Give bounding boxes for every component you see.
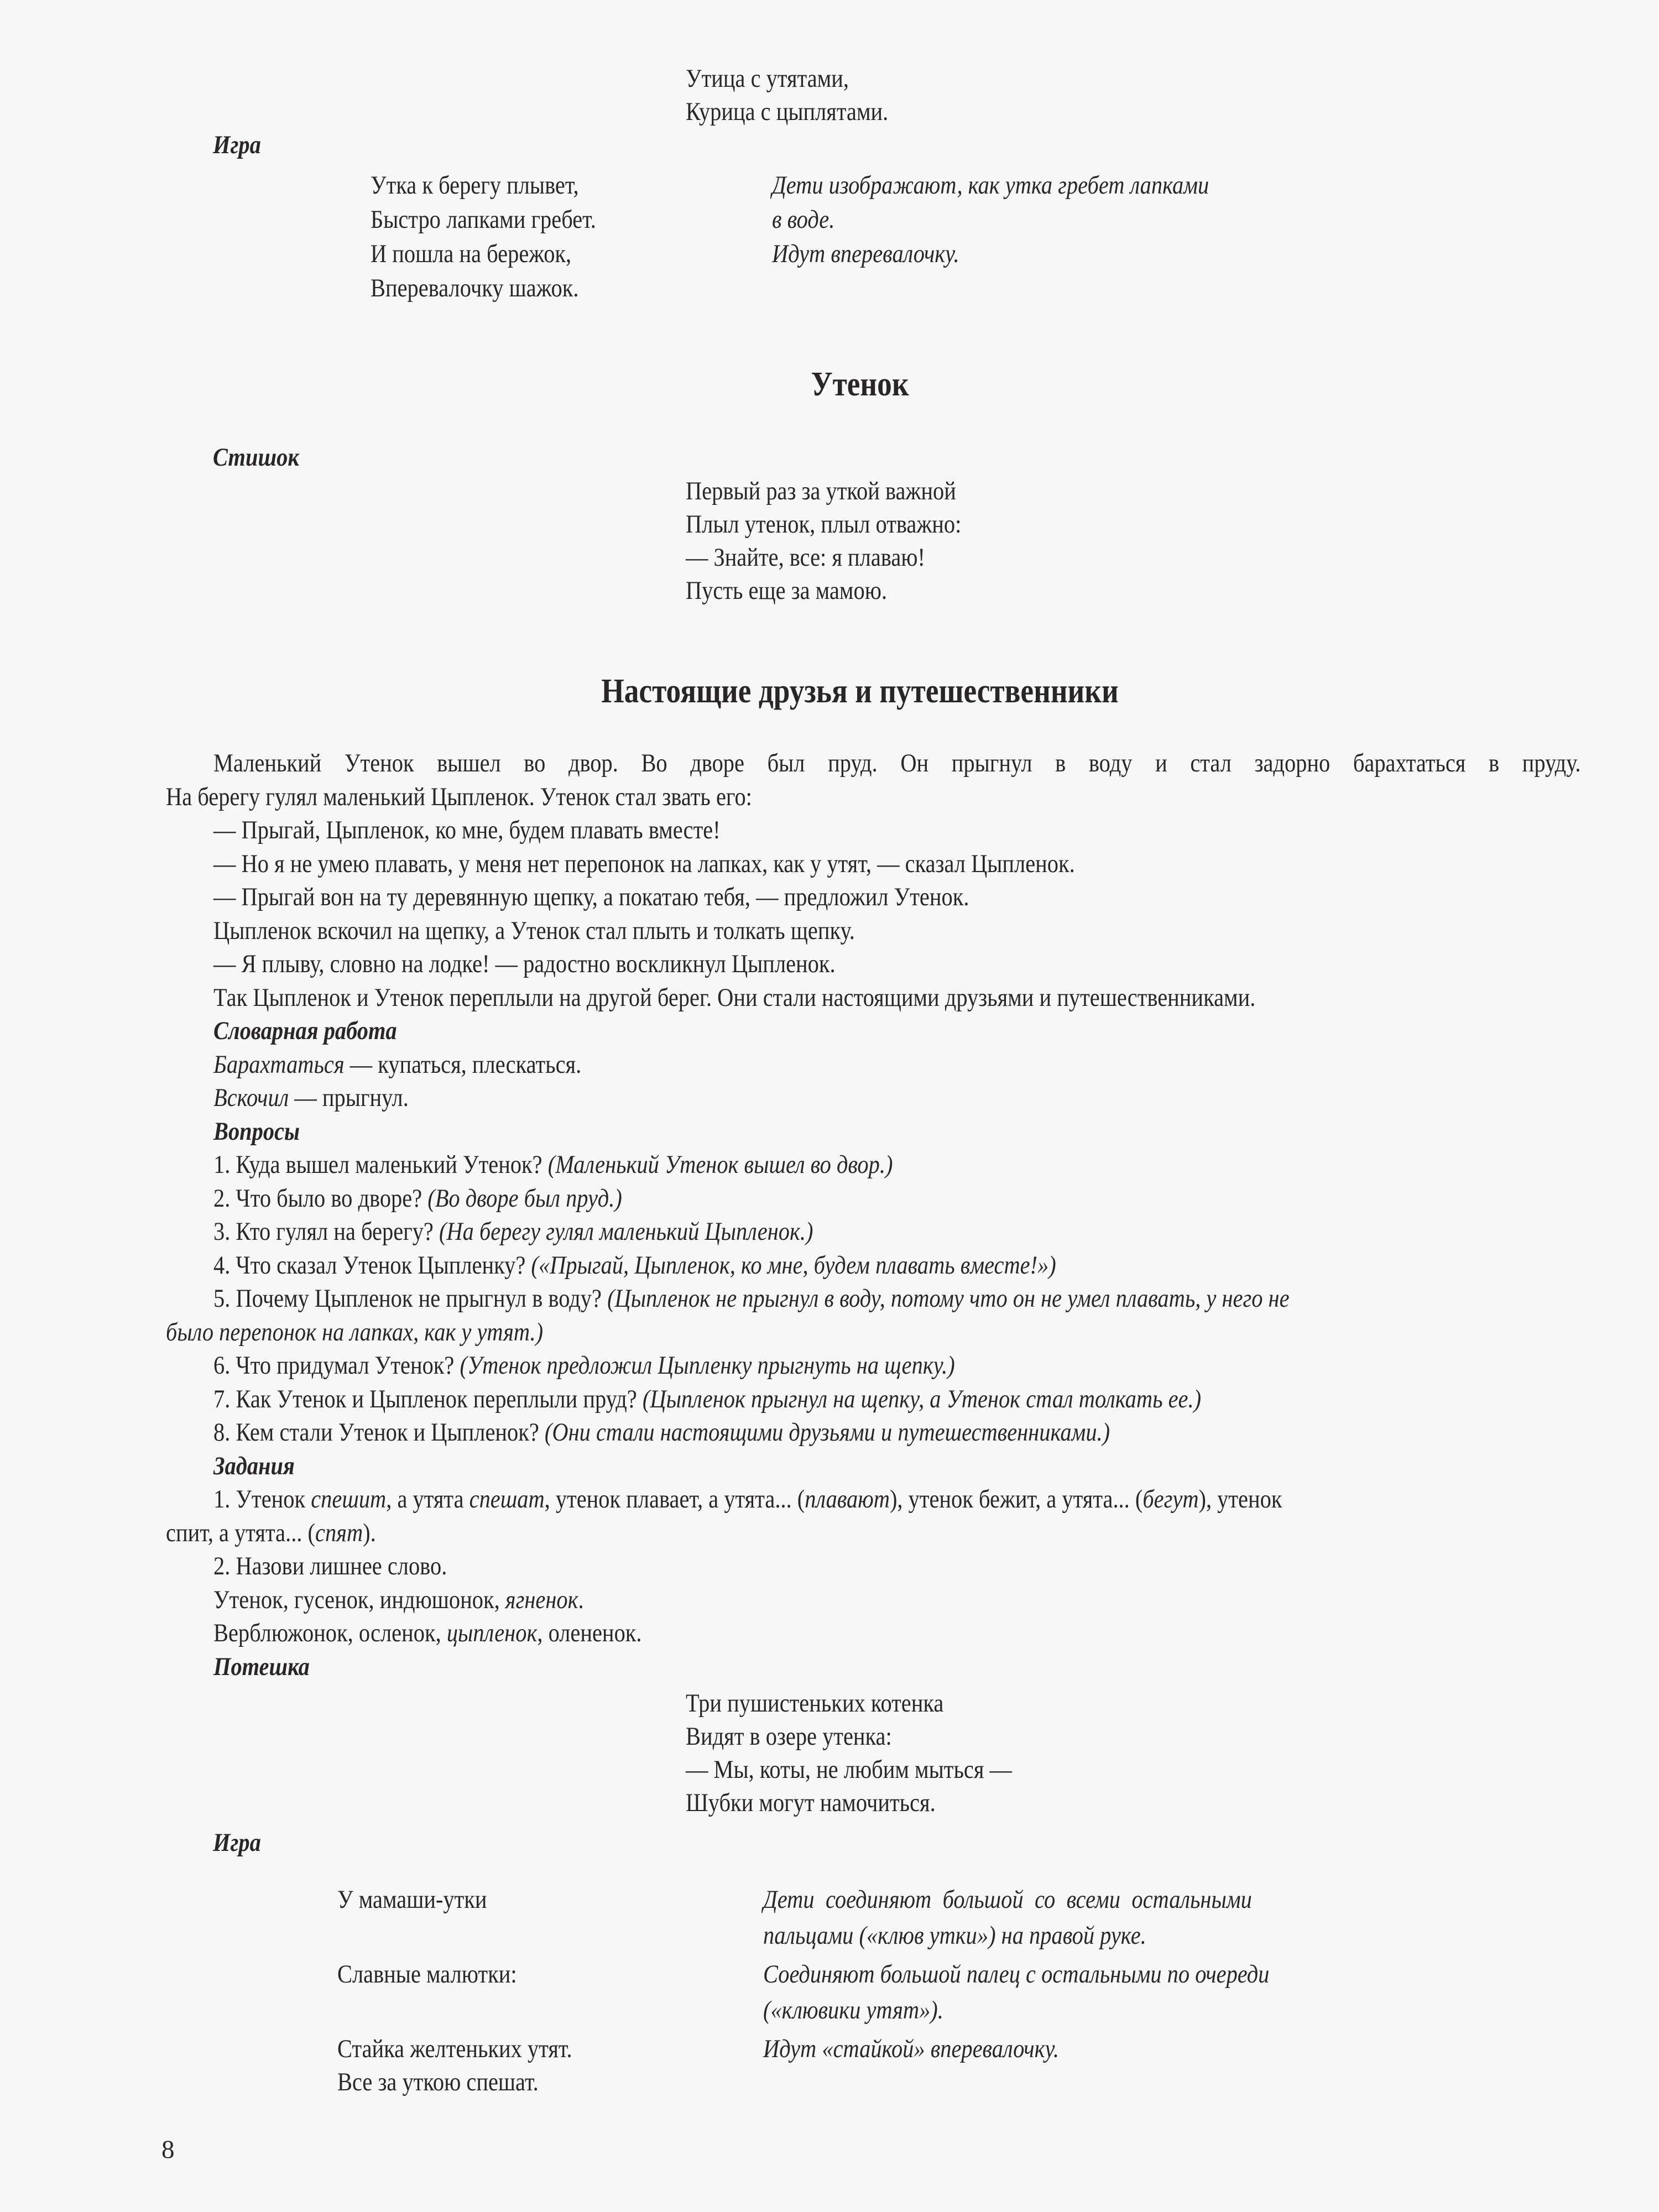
task-word: плавают [805,1485,890,1514]
question-text: 4. Что сказал Утенок Цыпленку? [213,1250,531,1280]
task-text: Верблюжонок, осленок, [213,1619,447,1647]
answer-text: (Цыпленок не прыгнул в воду, потому что он не умел плавать, у него не [607,1284,1290,1313]
task-text: спит, а утята... ( [166,1518,315,1547]
game-action: Соединяют большой палец с остальными по очереди [763,1960,1270,1989]
answer-text: (На берегу гулял маленький Цыпленок.) [439,1217,813,1246]
vocab-item [166,1081,1384,1115]
poem-line: Плыл утенок, плыл отважно: [686,510,962,539]
task-item-continuation [166,1516,1384,1550]
task-text: , утенок плавает, а утята... ( [544,1485,805,1514]
vocab-term: Барахтаться [213,1050,345,1079]
odd-word: цыпленок [446,1619,538,1647]
story-line: На берегу гулял маленький Цыпленок. Утенок стал звать его: [166,782,752,811]
question-text: 6. Что придумал Утенок? [213,1351,460,1380]
poem-line: Первый раз за уткой важной [686,477,956,505]
task-text: , а утята [386,1485,469,1514]
answer-text: (Утенок предложил Цыпленку прыгнуть на щепку.) [460,1351,955,1380]
section-label-game: Игра [213,131,261,159]
odd-word: ягненок [505,1585,578,1614]
answer-text: (Маленький Утенок вышел во двор.) [547,1150,893,1179]
game-line: У мамаши-утки [337,1885,487,1914]
game-line: Вперевалочку шажок. [371,274,579,302]
game-action: («клювики утят»). [763,1996,943,2025]
question-text: 2. Что было во дворе? [213,1183,428,1213]
answer-text: (Они стали настоящими друзьями и путешественниками.) [544,1418,1110,1447]
section-label-poem: Стишок [213,443,299,472]
question-item [166,1416,1384,1449]
section-label-game: Игра [213,1828,261,1857]
page-number: 8 [161,2135,175,2164]
answer-text: (Во дворе был пруд.) [427,1183,622,1213]
vocab-item [166,1048,1384,1082]
answer-continuation: было перепонок на лапках, как у утят.) [166,1317,544,1347]
section-label-questions: Вопросы [213,1117,300,1146]
question-text: 1. Куда вышел маленький Утенок? [213,1150,548,1179]
answer-text: («Прыгай, Цыпленок, ко мне, будем плавать вместе!») [531,1250,1056,1280]
question-item [166,1215,1384,1249]
game-action: Идут вперевалочку. [772,239,959,268]
section-label-rhyme: Потешка [213,1652,310,1681]
task-item: 2. Назови лишнее слово. [213,1552,447,1580]
answer-text: (Цыпленок прыгнул на щепку, а Утенок стал толкать ее.) [642,1384,1202,1413]
task-word: бегут [1142,1485,1199,1514]
task-word: спешит [311,1485,387,1514]
poem-line: — Знайте, все: я плаваю! [686,543,925,572]
story-line: — Прыгай, Цыпленок, ко мне, будем плавать вместе! [213,816,721,844]
vocab-def: — купаться, плескаться. [344,1050,582,1079]
story-line: — Я плыву, словно на лодке! — радостно воскликнул Цыпленок. [213,950,836,978]
task-text: ). [363,1518,376,1547]
game-action: в воде. [772,205,835,234]
question-item [166,1182,1384,1215]
vocab-def: — прыгнул. [289,1083,409,1112]
verse-line: Курица с цыплятами. [686,97,889,126]
vocab-term: Вскочил [213,1083,289,1112]
rhyme-line: Видят в озере утенка: [686,1722,892,1751]
section-title: Утенок [811,366,909,403]
question-item [166,1383,1384,1416]
task-text: . [578,1585,584,1614]
question-text: 3. Кто гулял на берегу? [213,1217,439,1246]
story-body [166,747,1582,1683]
question-item [166,1349,1384,1383]
question-text: 8. Кем стали Утенок и Цыпленок? [213,1418,545,1447]
task-text: ), утенок бежит, а утята... ( [889,1485,1143,1514]
rhyme-line: — Мы, коты, не любим мыться — [686,1755,1012,1784]
question-item [166,1148,1384,1182]
task-item [166,1483,1384,1516]
story-line: — Но я не умею плавать, у меня нет перепонок на лапках, как у утят, — сказал Цыпленок. [213,849,1075,878]
task-text: , олененок. [537,1619,642,1647]
game-action: Дети изображают, как утка гребет лапками [772,171,1209,200]
game-line: Стайка желтеньких утят. [337,2034,572,2063]
section-label-tasks: Задания [213,1451,295,1480]
game-action: Дети соединяют большой со всеми остальными [763,1885,1252,1914]
game-line: Все за уткою спешат. [337,2068,539,2096]
task-text: Утенок, гусенок, индюшонок, [213,1585,505,1614]
verse-line: Утица с утятами, [686,64,849,93]
story-line: — Прыгай вон на ту деревянную щепку, а покатаю тебя, — предложил Утенок. [213,883,969,911]
question-text: 5. Почему Цыпленок не прыгнул в воду? [213,1284,608,1313]
task-word: спят [315,1518,363,1547]
story-line: Цыпленок вскочил на щепку, а Утенок стал плыть и толкать щепку. [213,916,855,945]
game-action: Идут «стайкой» вперевалочку. [763,2034,1060,2063]
word-list [166,1583,1384,1617]
game-line: Утка к берегу плывет, [371,171,579,200]
game-line: И пошла на бережок, [371,239,572,268]
story-line: Так Цыпленок и Утенок переплыли на другой берег. Они стали настоящими друзьями и путешественниками. [213,983,1256,1012]
game-action: пальцами («клюв утки») на правой руке. [763,1921,1146,1950]
task-word: спешат [469,1485,545,1514]
game-line: Славные малютки: [337,1960,517,1989]
poem-line: Пусть еще за мамою. [686,576,888,605]
game-line: Быстро лапками гребет. [371,205,596,234]
question-item [166,1282,1384,1316]
question-item [166,1249,1384,1282]
task-text: ), утенок [1198,1485,1282,1514]
rhyme-line: Три пушистеньких котенка [686,1689,944,1718]
word-list [166,1616,1384,1650]
story-line: Маленький Утенок вышел во двор. Во дворе был пруд. Он прыгнул в воду и стал задорно барахтаться в пруду. [213,749,1581,778]
section-title: Настоящие друзья и путешественники [601,672,1119,710]
rhyme-line: Шубки могут намочиться. [686,1788,936,1817]
question-text: 7. Как Утенок и Цыпленок переплыли пруд? [213,1384,643,1413]
task-text: 1. Утенок [213,1485,311,1514]
section-label-vocab: Словарная работа [213,1016,397,1045]
